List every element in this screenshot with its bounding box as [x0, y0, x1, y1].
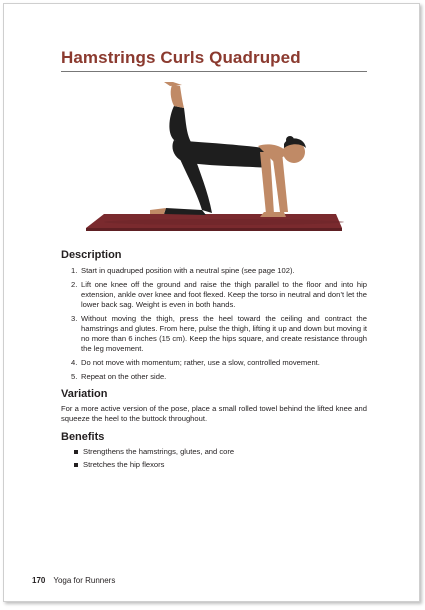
variation-heading: Variation	[61, 388, 108, 400]
description-step	[61, 372, 367, 382]
step-text: Lift one knee off the ground and raise the thigh parallel to the floor and into hip extension, ankle over knee and foot flexed. Keep the torso in neutral and don’t let the lower back sag. Weight is even in both hands.	[81, 280, 367, 309]
book-title: Yoga for Runners	[53, 576, 116, 585]
benefits-heading: Benefits	[61, 431, 105, 443]
benefit-text: Stretches the hip flexors	[83, 460, 165, 469]
step-number: 1.	[71, 266, 78, 275]
book-page	[3, 3, 420, 602]
step-text: Start in quadruped position with a neutral spine (see page 102).	[81, 266, 295, 275]
step-number: 5.	[71, 372, 78, 381]
bullet-square	[74, 450, 78, 454]
page-title: Hamstrings Curls Quadruped	[61, 48, 301, 67]
step-number: 3.	[71, 314, 78, 323]
step-text: Do not move with momentum; rather, use a slow, controlled movement.	[81, 358, 320, 367]
description-step	[61, 358, 367, 368]
pose-photo	[74, 82, 354, 242]
step-text: Repeat on the other side.	[81, 372, 167, 381]
benefit-text: Strengthens the hamstrings, glutes, and core	[83, 447, 235, 456]
bullet-square	[74, 463, 78, 467]
description-step	[61, 266, 367, 276]
pose-illustration	[74, 82, 354, 242]
title-rule	[61, 71, 367, 72]
description-heading: Description	[61, 249, 122, 261]
description-step	[61, 314, 367, 354]
page-number: 170	[32, 576, 46, 585]
variation-text: For a more active version of the pose, place a small rolled towel behind the lifted knee and squeeze the heel to the buttock throughout.	[61, 404, 367, 423]
step-number: 2.	[71, 280, 78, 289]
page-footer	[32, 576, 115, 585]
description-step	[61, 280, 367, 310]
step-number: 4.	[71, 358, 78, 367]
step-text: Without moving the thigh, press the heel toward the ceiling and contract the hamstrings and glutes. From here, pulse the thigh, lifting it up and down but moving it no more than 6 inches (15 cm). Keep the hips square, and create resistance through the leg movement.	[81, 314, 367, 353]
